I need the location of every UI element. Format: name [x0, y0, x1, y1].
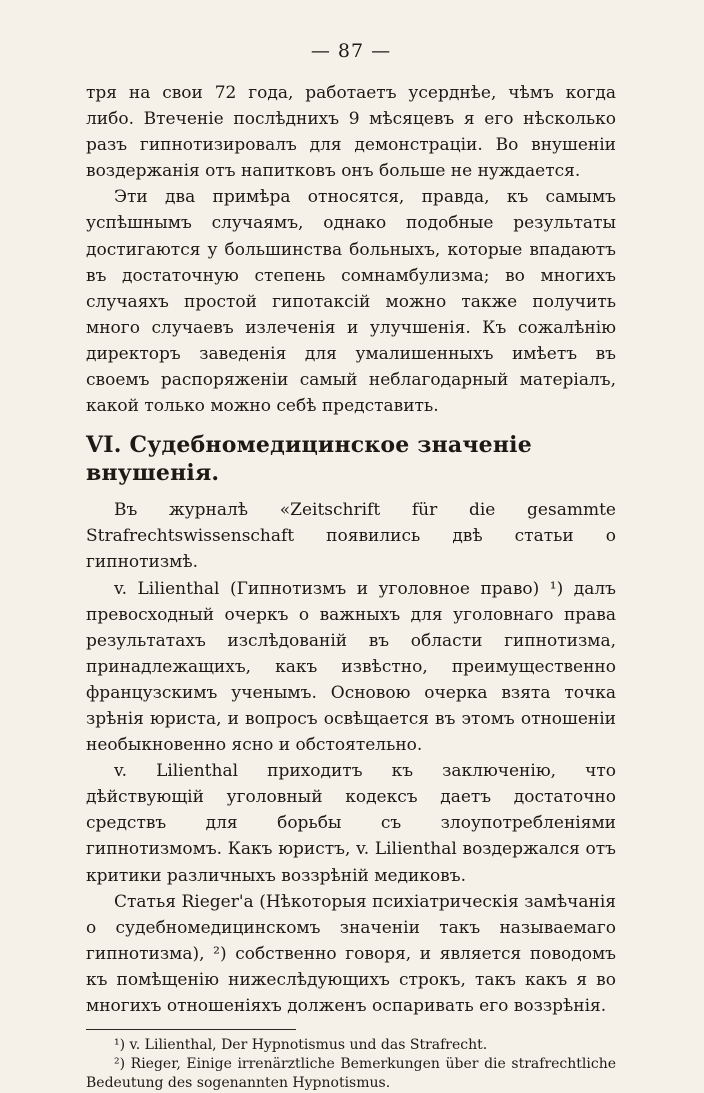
document-page [86, 40, 616, 1093]
footnote: ²) Rieger, Einige irrenärztliche Bemerkungen über die strafrechtliche Bedeutung des sogenannten Hypnotismus. [86, 1056, 616, 1092]
section-heading: VI. Судебномедицинское значеніе внушенія. [86, 432, 532, 487]
paragraph: Въ журналѣ «Zeitschrift für die gesammte Strafrechtswissenschaft появились двѣ статьи о гипнотизмѣ. [86, 500, 616, 573]
paragraph: тря на свои 72 года, работаетъ усерднѣе, чѣмъ когда либо. Втеченіе послѣднихъ 9 мѣсяцевъ я его нѣсколько разъ гипнотизировалъ для демонстраціи. Во внушеніи воздержанія отъ напитковъ онъ больше не нуждается. [86, 83, 616, 182]
paragraph: Статья Rieger'а (Нѣкоторыя психіатрическія замѣчанія о судебномедицинскомъ значеніи такъ называемаго гипнотизма), ²) собственно говоря, и является поводомъ къ помѣщенію нижеслѣдующихъ строкъ, такъ какъ я во многихъ отношеніяхъ долженъ оспаривать его воззрѣнія. [86, 891, 616, 1016]
body-text [86, 80, 616, 1019]
footnotes [86, 1036, 616, 1093]
paragraph: v. Lilienthal (Гипнотизмъ и уголовное право) ¹) далъ превосходный очеркъ о важныхъ для уголовнаго права результатахъ изслѣдованій въ области гипнотизма, принадлежащихъ, какъ извѣстно, преимущественно французскимъ ученымъ. Основою очерка взята точка зрѣнія юриста, и вопросъ освѣщается въ этомъ отношеніи необыкновенно ясно и обстоятельно. [86, 578, 616, 756]
footnote-divider [86, 1029, 296, 1030]
page-number: — 87 — [310, 40, 392, 62]
footnote: ¹) v. Lilienthal, Der Hypnotismus und das Strafrecht. [114, 1037, 488, 1054]
paragraph: Эти два примѣра относятся, правда, къ самымъ успѣшнымъ случаямъ, однако подобные результаты достигаются у большинства больныхъ, которые впадаютъ въ достаточную степень сомнамбулизма; во многихъ случаяхъ простой гипотаксій можно также получить много случаевъ излеченія и улучшенія. Къ сожалѣнію директоръ заведенія для умалишенныхъ имѣетъ въ своемъ распоряженіи самый неблагодарный матеріалъ, какой только можно себѣ представить. [86, 187, 616, 417]
paragraph: v. Lilienthal приходитъ къ заключенію, что дѣйствующій уголовный кодексъ даетъ достаточно средствъ для борьбы съ злоупотребленіями гипнотизмомъ. Какъ юристъ, v. Lilienthal воздержался отъ критики различныхъ воззрѣній медиковъ. [86, 761, 616, 886]
